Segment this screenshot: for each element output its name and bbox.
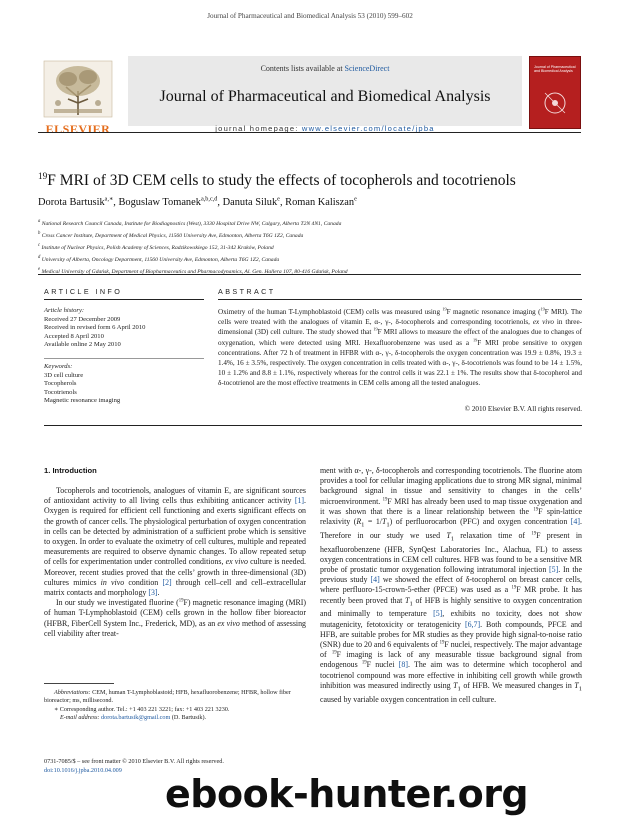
citation-link[interactable]: [4]	[570, 517, 580, 527]
affiliation-text: University of Alberta, Oncology Department, 11560 University Ave, Edmonton, Alberta T6G 1Z2, Canada	[41, 257, 280, 264]
history-item: Accepted 8 April 2010	[44, 332, 104, 340]
affiliation-text: Medical University of Gdańsk, Department of Biopharmaceutics and Pharmacodynamics, Al. Gen. Hallera 107, 80-416 Gdańsk, Poland	[41, 269, 348, 276]
symbol: T	[381, 517, 387, 527]
abstract-italic: ex vivo	[532, 318, 554, 327]
text-segment: = 1/	[364, 517, 382, 527]
body-column-right	[320, 466, 582, 705]
author-name: Dorota Bartusik	[38, 197, 105, 208]
superscript: 19	[531, 531, 537, 537]
subscript: 1	[361, 521, 365, 529]
symbol: T	[453, 680, 458, 690]
superscript: 19	[331, 650, 337, 656]
abstract-sup: 19	[442, 306, 447, 312]
author-name: Boguslaw Tomanek	[118, 197, 201, 208]
subscript: 1	[386, 521, 390, 529]
citation-link[interactable]: [6,7]	[464, 619, 481, 629]
email-footnote	[44, 714, 306, 722]
abstract-segment: F MRI allows to measure the effect of the analogues due to changes of oxygenation, which were detected using MRI. Hexafluorobenzene was used as a	[218, 328, 583, 347]
affiliation-text: National Research Council Canada, Institute for Biodiagnostics (West), 3330 Hospital Drive NW, Calgary, Alberta T2N 4N1, Canada	[41, 220, 342, 227]
text-segment: .	[157, 588, 160, 598]
contents-line	[128, 64, 522, 73]
affiliation-mark: d	[38, 255, 41, 261]
affiliation-list	[38, 217, 583, 277]
paragraph	[44, 598, 306, 639]
symbol: R	[356, 517, 362, 527]
text-segment: ) of perfluorocarbon (PFC) and oxygen concentration	[389, 517, 571, 527]
text-segment: In our study we investigated fluorine (	[56, 598, 179, 608]
title-text: F MRI of 3D CEM cells to study the effects of tocopherols and tocotrienols	[47, 172, 516, 189]
history-item: Available online 2 May 2010	[44, 341, 121, 349]
journal-cover-thumbnail[interactable]	[529, 56, 581, 129]
citation-link[interactable]: [5]	[433, 609, 443, 619]
text-segment: , exhibits no toxicity, does not show mutagenicity, fetotoxicity or teratogenicity	[320, 609, 582, 629]
author-affiliation-mark: e	[354, 195, 357, 203]
text-segment: . Therefore in our study we used	[320, 517, 582, 540]
author-affiliation-mark: a,b,c,d	[200, 195, 218, 203]
article-history-label: Article history:	[44, 307, 85, 314]
abstract-segment: F MRI). The cells were treated with the analogues of vitamin E, α-, γ-, δ-tocopherols and corresponding tocotrienols,	[218, 308, 583, 327]
corresponding-author-footnote: ∗ Corresponding author. Tel.: +1 403 221 3221; fax: +1 403 221 3230.	[54, 705, 230, 713]
citation-link[interactable]: [8]	[398, 660, 408, 670]
affiliation-text: Institute of Nuclear Physics, Polish Academy of Sciences, Radzikowskiego 152, 31-342 Kraków, Poland	[41, 244, 274, 251]
affiliation-item	[38, 241, 583, 253]
contents-prefix: Contents lists available at	[260, 64, 345, 73]
italic-term: ex vivo	[217, 618, 240, 628]
homepage-url-link[interactable]: www.elsevier.com/locate/jpba	[301, 124, 435, 133]
cover-title: Journal of Pharmaceutical and Biomedical Analysis	[534, 65, 576, 74]
symbol: T	[574, 680, 579, 690]
abstract-text	[218, 307, 582, 389]
sciencedirect-link[interactable]: ScienceDirect	[344, 64, 390, 73]
header-rule	[38, 274, 581, 275]
elsevier-wordmark: ELSEVIER	[45, 122, 111, 136]
citation-link[interactable]: [4]	[370, 575, 380, 585]
footnotes	[44, 689, 306, 723]
abbreviations-label: Abbreviations:	[54, 689, 91, 696]
superscript: 19	[511, 585, 517, 591]
text-segment: . In the previous study	[320, 564, 582, 585]
journal-name: Journal of Pharmaceutical and Biomedical Analysis	[159, 88, 491, 105]
italic-term: ex vivo	[225, 557, 248, 567]
abstract-segment: F magnetic resonance imaging (	[446, 308, 541, 316]
affiliation-item	[38, 229, 583, 241]
text-segment: caused by variable oxygen concentration in cell culture.	[320, 694, 497, 704]
keywords-rule	[44, 358, 204, 359]
text-segment: culture is needed. Moreover, recent studies proved that the cells’ growth in three-dimensional (3D) cultures mimics	[44, 557, 306, 587]
citation-link[interactable]: [2]	[162, 577, 172, 587]
masthead-rule-bottom	[38, 132, 581, 133]
abbreviations-footnote	[44, 689, 306, 706]
abstract-segment: F MRI probe sensitive to oxygen concentrations. After 72 h of treatment in HFBR with α-, γ-, δ-tocopherols the oxygen concentration was 19.9 ± 0.8%, 19.3 ± 1.4%, 16 ± 3.5%, respectively. The oxygen concentration in cells treated with α-, γ-, δ-tocotrienols was found to be 14 ± 1.5%, 10 ± 1.2% and 8.8 ± 1.1%, respectively whereas for the control cells it was 22.1 ± 1%. The results show that δ-tocopherol and δ-tocotrienol are the most effective treatments in CEM cells among all the tested analogues.	[218, 338, 582, 388]
affiliation-mark: e	[38, 267, 41, 273]
doi-link[interactable]: doi:10.1016/j.jpba.2010.04.009	[44, 766, 122, 774]
article-history	[44, 307, 204, 350]
abstract-sup: 19	[373, 327, 378, 333]
citation-link[interactable]: [1]	[294, 496, 305, 506]
email-link[interactable]: dorota.bartusik@gmail.com	[101, 714, 171, 722]
keyword-item: Tocotrienols	[44, 388, 77, 396]
keywords-block	[44, 363, 204, 406]
text-segment: relaxation time of	[454, 530, 532, 540]
text-segment: Tocopherols and tocotrienols, analogues of vitamin E, are significant sources of antioxidant activity to all living cells thus exhibiting anticancer activity	[44, 486, 306, 506]
paragraph	[320, 466, 582, 705]
history-item: Received in revised form 6 April 2010	[44, 324, 146, 332]
text-segment: F present in hexafluorobenzene (HFB, SynQest Laboratories Inc., Alachua, FL) to assess oxygen concentrations in CEM cell cultures. HFB was found to be a sensitive MR probe of prostatic tumor oxygenation following intratumoral injection	[320, 530, 582, 574]
text-segment: F nuclei	[366, 660, 399, 670]
section-title-introduction: 1. Introduction	[44, 466, 97, 475]
homepage-prefix: journal homepage:	[215, 124, 302, 133]
subscript: 1	[409, 600, 413, 608]
subscript: 1	[450, 535, 454, 543]
body-column-left	[44, 486, 306, 639]
running-head: Journal of Pharmaceutical and Biomedical Analysis 53 (2010) 599–602	[207, 12, 413, 20]
text-segment: . The aim was to determine which tocopherol and tocotrienol compound was more effective in inhibiting cell growth while growth inhibition was measured indirectly using	[320, 660, 582, 690]
text-segment: F imaging is lack of any measurable tissue background signal from endogenous	[320, 650, 583, 670]
cover-molecule-icon	[540, 87, 570, 119]
text-segment: of HFB is highly sensitive to oxygen concentration and minimally to temperature	[320, 595, 582, 619]
text-segment: . Oxygen is required for efficient cell functioning and exerts significant effects on the growth of cancer cells. The physiological perturbation of oxygen concentration in cells can be detected by administration of a sufficient probe which is sensitive to oxygen. In order to evaluate the oximetry of cell cultures, multiple and repeated measurements are required to observe dynamic changes. To allow repeated setup of cells for experimentation under controlled conditions,	[44, 496, 306, 567]
abstract-sup: 19	[472, 337, 478, 343]
paragraph	[44, 486, 306, 598]
affiliation-mark: b	[38, 231, 41, 237]
affiliation-mark: c	[38, 243, 41, 249]
abstract-bottom-rule	[44, 425, 582, 426]
text-segment: of HFB. We measured changes in	[460, 680, 575, 690]
text-segment: condition	[124, 577, 163, 587]
text-segment: F nuclei, respectively. The major advantage of	[320, 639, 582, 660]
abstract-segment: in three-dimensional (3D) cell culture. The study showed that	[218, 318, 582, 337]
symbol: T	[405, 595, 410, 605]
author-affiliation-mark: e	[277, 195, 280, 203]
text-segment: F MRI has already been used to map tissue oxygenation and it was shown that there is a linear relationship between the	[320, 496, 582, 516]
text-segment: F MR probe. It has recently been proved that	[320, 585, 582, 605]
subscript: 1	[457, 685, 461, 693]
italic-term: in vivo	[100, 577, 125, 587]
author-name: Danuta Siluk	[222, 197, 278, 208]
superscript: 19	[439, 640, 445, 646]
email-label: E-mail address:	[60, 714, 100, 722]
affiliation-item	[38, 217, 583, 229]
affiliation-text: Cross Cancer Institute, Department of Medical Physics, 11560 University Ave, Edmonton, Alberta T6G 1Z2, Canada	[41, 232, 304, 239]
affiliation-item	[38, 253, 583, 265]
text-segment: F) magnetic resonance imaging (MRI) of human T-Lymphoblastoid (CEM) cells grown in the hollow fiber bioreactor (HFBR, FiberCell System Inc., Frederick, MD), as an	[44, 598, 306, 628]
author-name: Roman Kaliszan	[285, 197, 355, 208]
superscript: 19	[533, 507, 539, 513]
text-segment: method of assessing cell viability after treat-	[44, 618, 306, 638]
abstract-sup: 19	[540, 306, 545, 312]
title-superscript: 19	[38, 171, 48, 182]
superscript: 19	[382, 496, 388, 502]
affiliation-mark: a	[38, 219, 41, 224]
text-segment: F spin-lattice relaxivity (	[320, 506, 582, 527]
abbreviations-text: CEM, human T-Lymphoblastoid; HFB, hexafluorobenzene; HFBR, hollow fiber bioreactor; ms, millisecond.	[44, 689, 291, 705]
text-segment: we showed the effect of δ-tocopherol on breast cancer cells, where perfluoro-15-crown-5-ether (PFCE) was used as a	[320, 575, 582, 595]
footnote-rule	[44, 683, 114, 684]
text-segment: ment with α-, γ-, δ-tocopherols and corresponding tocotrienols. The fluorine atom provides a tool for cellular imaging applications due to strong MR signal, minimal background signal in tissue and sensitivity to changes in the cells’ microenvironment.	[320, 466, 582, 506]
article-info-rule	[44, 299, 204, 300]
author-list: Dorota Bartusik$^{a,∗}$, Boguslaw Tomanek$^{a,b,c,d}$, Danuta Siluk$^e$, Roman Kaliszan$^e$	[38, 195, 357, 208]
symbol: T	[446, 530, 451, 540]
superscript: 19	[178, 598, 184, 604]
article-title	[38, 172, 583, 190]
abstract-segment: Oximetry of the human T-Lymphoblastoid (CEM) cells was measured using	[218, 308, 443, 316]
keywords-label: Keywords:	[44, 363, 73, 370]
superscript: 19	[361, 660, 367, 666]
watermark-text: ebook-hunter.org	[165, 772, 529, 816]
article-info-heading: ARTICLE INFO	[44, 287, 123, 296]
author-affiliation-mark: a,∗	[104, 195, 114, 203]
keyword-item: 3D cell culture	[44, 371, 84, 379]
abstract-copyright: © 2010 Elsevier B.V. All rights reserved.	[464, 405, 582, 413]
keyword-item: Magnetic resonance imaging	[44, 397, 121, 405]
keyword-item: Tocopherols	[44, 380, 77, 388]
issn-line: 0731-7085/$ – see front matter © 2010 Elsevier B.V. All rights reserved.	[44, 758, 224, 765]
text-segment: through cell–cell and cell–extracellular matrix contacts and morphology	[44, 577, 306, 598]
abstract-heading: ABSTRACT	[218, 287, 276, 296]
email-suffix: (D. Bartusik).	[170, 714, 207, 722]
subscript: 1	[578, 685, 582, 693]
abstract-rule	[218, 299, 582, 300]
citation-link[interactable]: [5]	[549, 564, 559, 574]
history-item: Received 27 December 2009	[44, 315, 121, 323]
citation-link[interactable]: [3]	[148, 588, 158, 598]
text-segment: . Both compounds, PFCE and HFB, are suitable probes for MR studies as they provide high signal-to-noise ratio (SNR) due to 20 and 6 equivalents of	[320, 619, 582, 649]
affiliation-item	[38, 265, 583, 277]
